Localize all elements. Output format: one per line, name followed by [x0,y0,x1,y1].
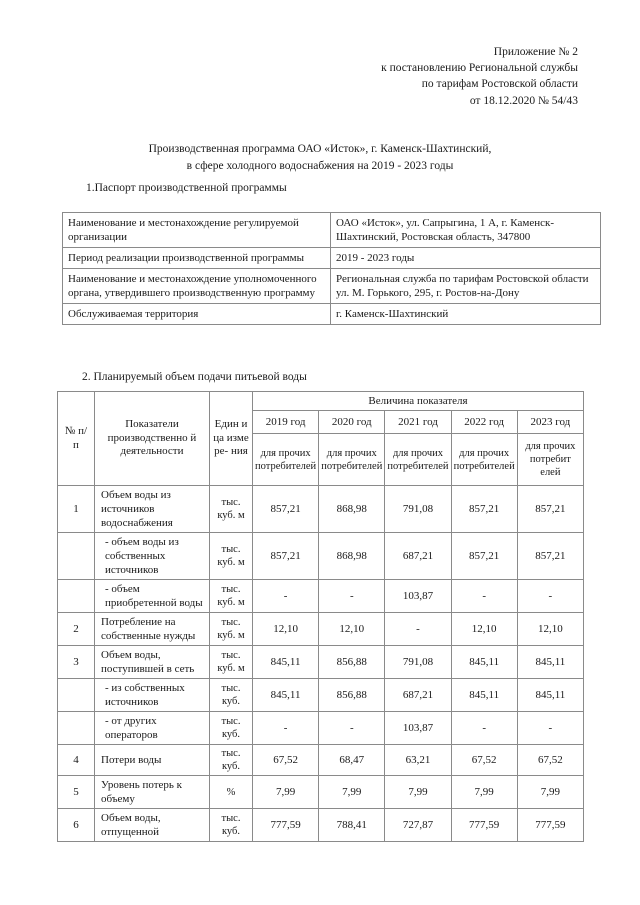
row-value: 777,59 [451,809,517,842]
table-row [58,613,584,646]
row-number [58,533,95,580]
column-subheader-2020: для прочих потребителей [319,434,385,486]
table-row [58,646,584,679]
row-value: 67,52 [451,745,517,776]
column-header-year-2021: 2021 год [385,411,451,434]
section-heading-passport: 1.Паспорт производственной программы [86,182,287,194]
row-value: 857,21 [253,486,319,533]
row-value: - [253,580,319,613]
row-value: 857,21 [517,533,583,580]
row-value: - [319,712,385,745]
row-indicator: - объем воды из собственных источников [95,533,210,580]
row-number: 2 [58,613,95,646]
row-value: 777,59 [517,809,583,842]
row-number [58,580,95,613]
table-row [58,776,584,809]
row-value: 791,08 [385,486,451,533]
row-value: 12,10 [319,613,385,646]
row-number: 3 [58,646,95,679]
row-value: 7,99 [385,776,451,809]
row-unit: тыс. куб. м [210,580,253,613]
volume-table-head [58,392,584,486]
row-value: 67,52 [517,745,583,776]
section-heading-volume: 2. Планируемый объем подачи питьевой воды [82,371,307,383]
table-row [63,304,601,325]
row-indicator: Объем воды, отпущенной [95,809,210,842]
row-value: 868,98 [319,486,385,533]
passport-value: Региональная служба по тарифам Ростовской области ул. М. Горького, 295, г. Ростов-на-Дону [331,269,601,304]
row-value: 68,47 [319,745,385,776]
row-value: 12,10 [517,613,583,646]
table-row [63,269,601,304]
row-value: - [385,613,451,646]
column-header-unit: Един ица изме ре- ния [210,392,253,486]
row-value: 857,21 [451,533,517,580]
row-value: 7,99 [319,776,385,809]
column-header-indicator: Показатели производственно й деятельности [95,392,210,486]
row-value: 791,08 [385,646,451,679]
table-row [58,745,584,776]
row-value: 845,11 [517,679,583,712]
row-value: 856,88 [319,679,385,712]
row-number: 6 [58,809,95,842]
row-value: - [253,712,319,745]
column-header-year-2019: 2019 год [253,411,319,434]
table-row [63,213,601,248]
row-indicator: Объем воды, поступившей в сеть [95,646,210,679]
table-row [58,533,584,580]
table-row [63,248,601,269]
passport-table-body [63,213,601,325]
column-subheader-2022: для прочих потребителей [451,434,517,486]
row-indicator: - объем приобретенной воды [95,580,210,613]
row-value: 727,87 [385,809,451,842]
row-indicator: Уровень потерь к объему [95,776,210,809]
row-value: 857,21 [253,533,319,580]
row-number: 5 [58,776,95,809]
row-number [58,712,95,745]
approval-line-1: Приложение № 2 [493,46,578,58]
row-value: - [319,580,385,613]
column-header-year-2022: 2022 год [451,411,517,434]
row-value: 845,11 [253,646,319,679]
row-unit: тыс. куб. [210,809,253,842]
column-header-number: № п/ п [58,392,95,486]
row-unit: тыс. куб. [210,712,253,745]
row-unit: тыс. куб. [210,679,253,712]
row-indicator: Объем воды из источников водоснабжения [95,486,210,533]
row-value: 857,21 [451,486,517,533]
passport-label: Период реализации производственной программы [63,248,331,269]
table-row [58,809,584,842]
document-title [62,141,578,174]
row-value: 63,21 [385,745,451,776]
row-value: 7,99 [451,776,517,809]
column-header-year-2023: 2023 год [517,411,583,434]
row-value: 845,11 [253,679,319,712]
row-indicator: Потери воды [95,745,210,776]
row-value: 788,41 [319,809,385,842]
approval-line-4: от 18.12.2020 № 54/43 [469,94,578,107]
row-value: 857,21 [517,486,583,533]
column-subheader-2023: для прочих потребит елей [517,434,583,486]
column-subheader-2021: для прочих потребителей [385,434,451,486]
row-value: 868,98 [319,533,385,580]
row-value: 687,21 [385,679,451,712]
row-value: 67,52 [253,745,319,776]
row-value: 7,99 [517,776,583,809]
row-value: 103,87 [385,712,451,745]
table-header-row-group [58,392,584,411]
row-indicator: - из собственных источников [95,679,210,712]
row-value: 845,11 [451,646,517,679]
row-value: - [517,712,583,745]
row-unit: тыс. куб. [210,745,253,776]
table-row [58,712,584,745]
row-value: 103,87 [385,580,451,613]
row-value: 7,99 [253,776,319,809]
row-number: 1 [58,486,95,533]
document-title-line-1: Производственная программа ОАО «Исток», г. Каменск-Шахтинский, [148,143,492,155]
row-value: 777,59 [253,809,319,842]
table-row [58,679,584,712]
approval-header [278,44,578,109]
column-header-group: Величина показателя [253,392,584,411]
volume-table-body [58,486,584,842]
approval-line-3: по тарифам Ростовской области [421,78,578,91]
row-value: - [451,580,517,613]
column-header-year-2020: 2020 год [319,411,385,434]
document-title-line-2: в сфере холодного водоснабжения на 2019 - 2023 годы [186,159,454,172]
passport-value: ОАО «Исток», ул. Сапрыгина, 1 А, г. Каменск-Шахтинский, Ростовская область, 347800 [331,213,601,248]
row-value: 687,21 [385,533,451,580]
column-subheader-2019: для прочих потребителей [253,434,319,486]
row-value: - [451,712,517,745]
table-row [58,486,584,533]
row-value: 12,10 [451,613,517,646]
passport-label: Наименование и местонахождение уполномоченного органа, утвердившего производственную программу [63,269,331,304]
passport-value: 2019 - 2023 годы [331,248,601,269]
approval-line-2: к постановлению Региональной службы [381,62,578,75]
passport-table [62,212,601,325]
row-unit: тыс. куб. м [210,486,253,533]
row-indicator: Потребление на собственные нужды [95,613,210,646]
passport-label: Обслуживаемая территория [63,304,331,325]
row-number [58,679,95,712]
volume-table [57,391,584,842]
row-value: 856,88 [319,646,385,679]
table-row [58,580,584,613]
row-value: 845,11 [451,679,517,712]
row-indicator: - от других операторов [95,712,210,745]
passport-value: г. Каменск-Шахтинский [331,304,601,325]
row-number: 4 [58,745,95,776]
row-value: 12,10 [253,613,319,646]
row-unit: тыс. куб. м [210,613,253,646]
row-value: 845,11 [517,646,583,679]
row-unit: тыс. куб. м [210,533,253,580]
passport-label: Наименование и местонахождение регулируемой организации [63,213,331,248]
row-value: - [517,580,583,613]
row-unit: % [210,776,253,809]
row-unit: тыс. куб. м [210,646,253,679]
